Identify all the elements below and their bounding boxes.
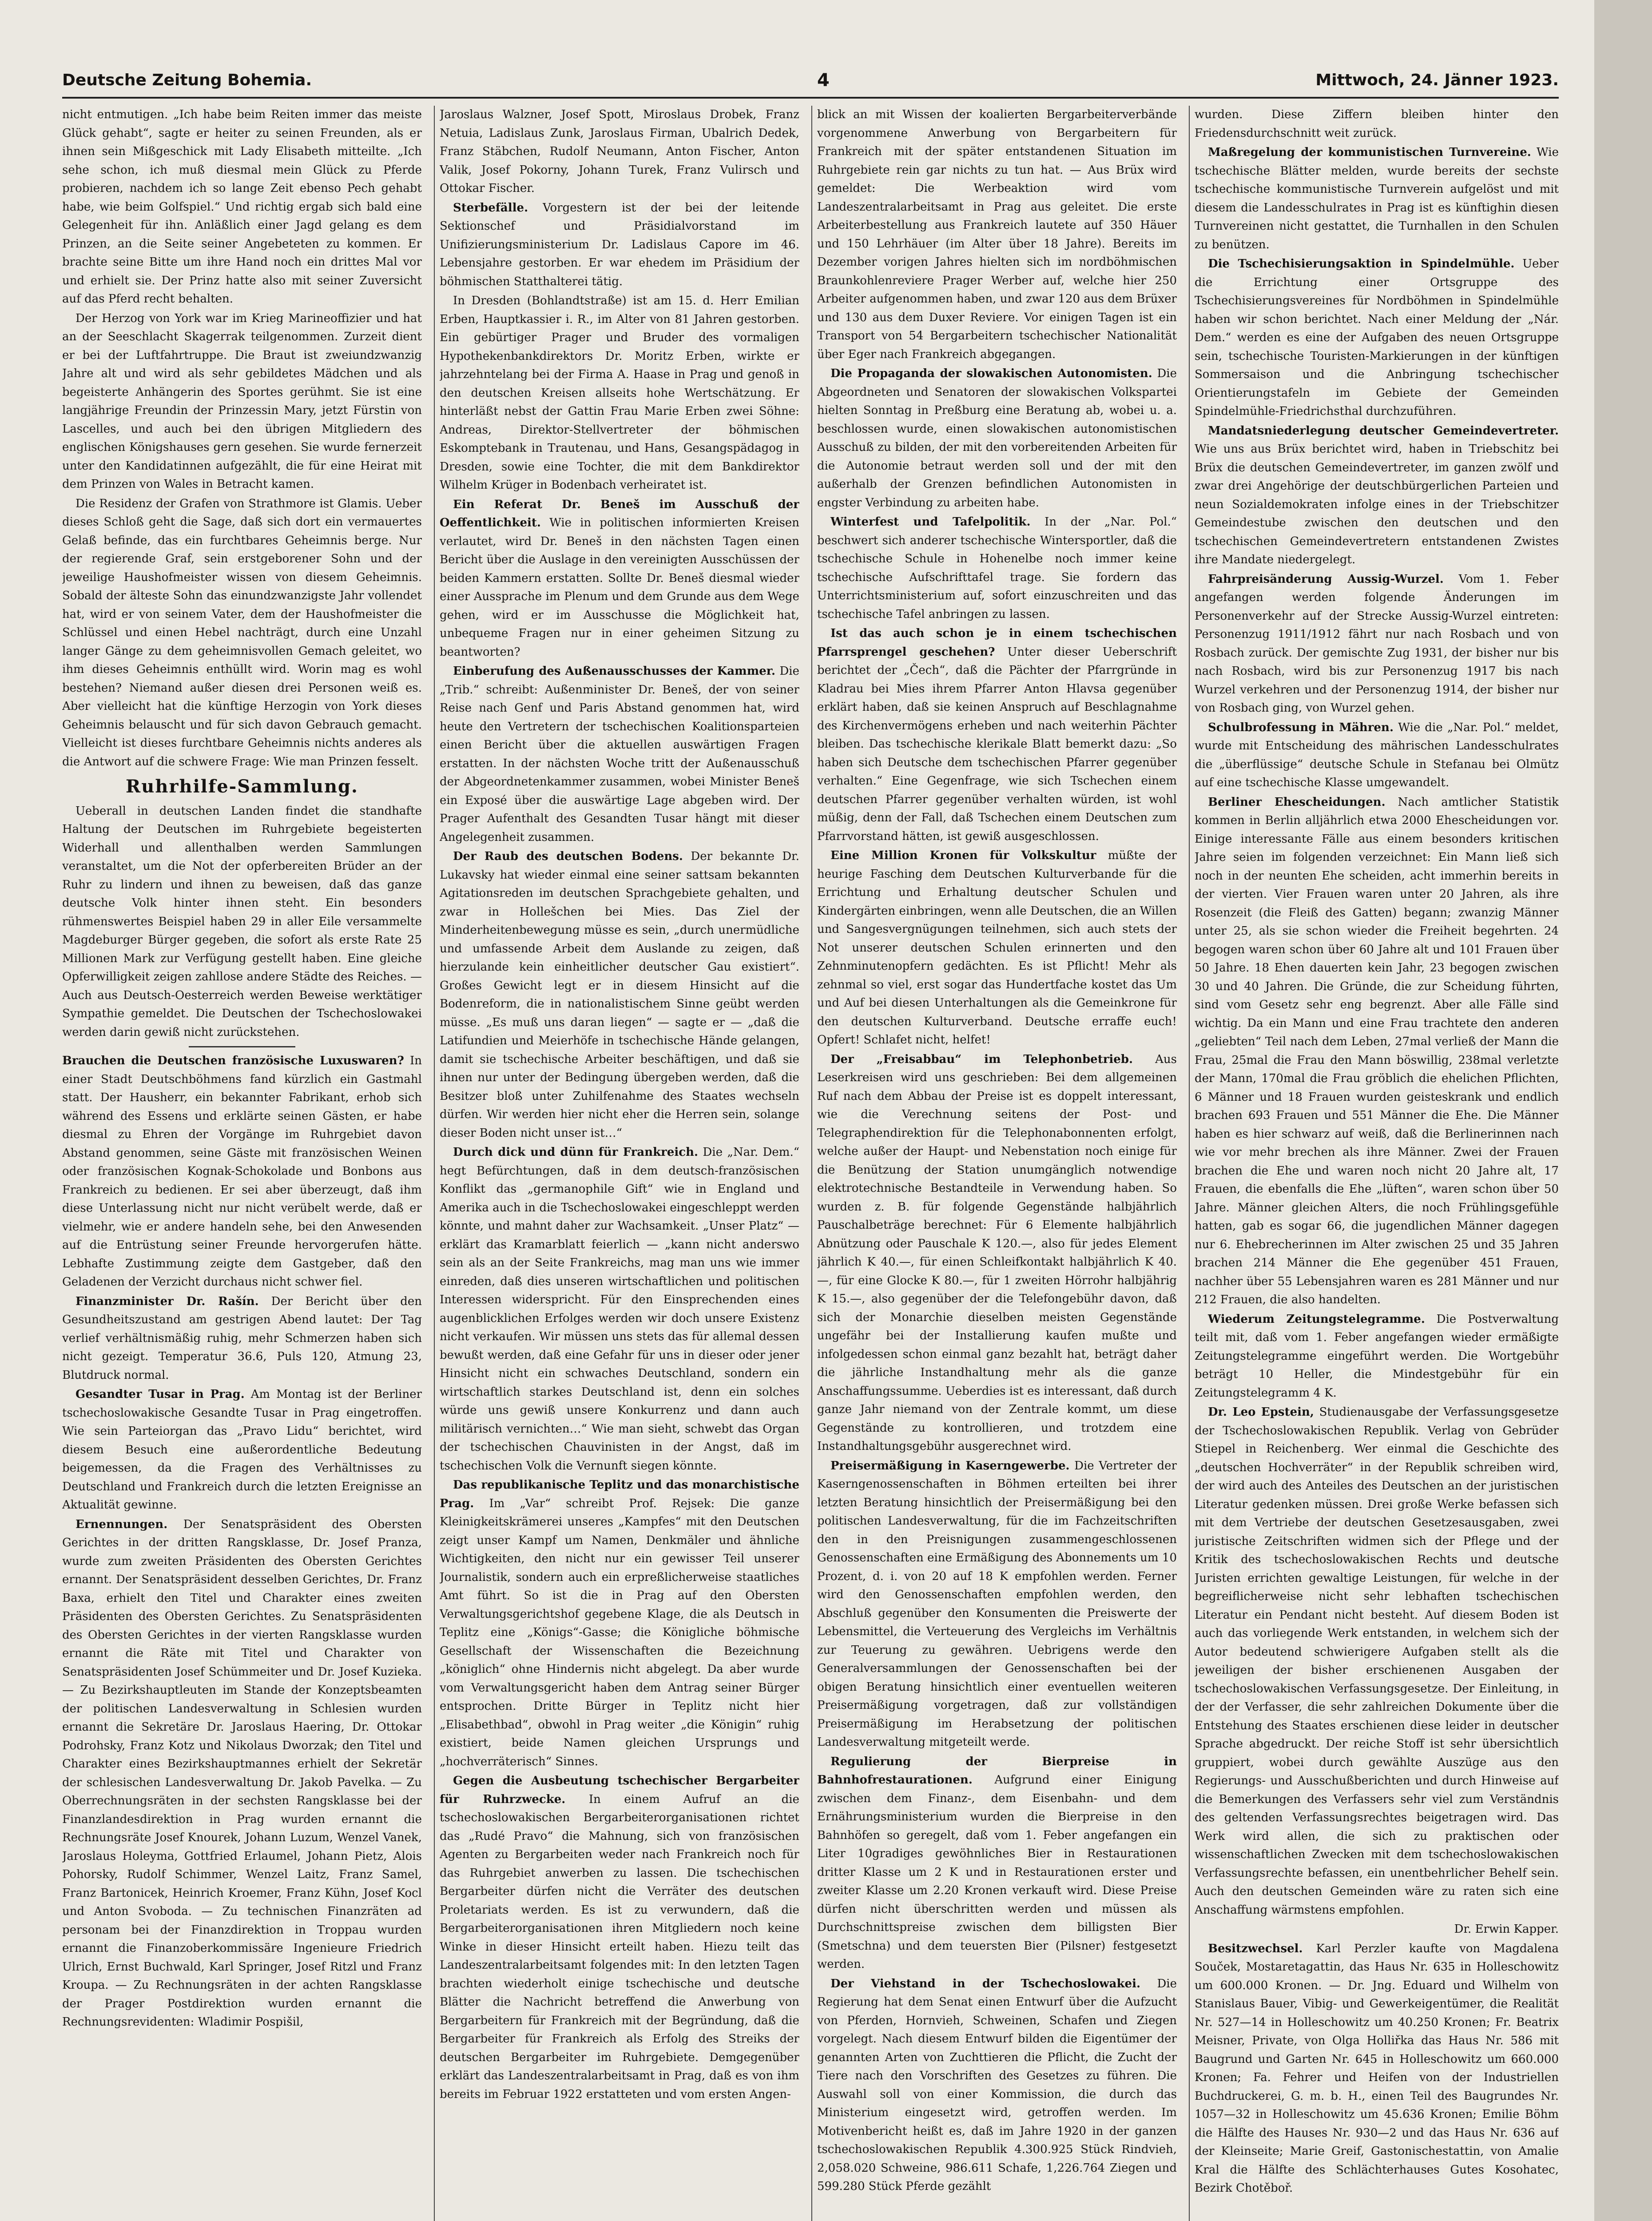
news-headline: Die Propaganda der slowakischen Autonomisten. [830,367,1152,380]
news-headline: Einberufung des Außenausschusses der Kammer. [453,665,776,678]
news-item [1195,422,1559,569]
news-body: Studienausgabe der Verfassungsgesetze der Tschechoslowakischen Republik. Verlag von Gebrüder Stiepel in Reichenberg. Wer einmal die Geschichte des „deutschen Hochverräter“ in der Republik schreiben wird, der wird auch des Anteiles des Deutschen an der juristischen Literatur gedenken müssen. Drei große Werke befassen sich mit dem Vertriebe der deutschen Gesetzesausgaben, zwei juristische Zeitschriften widmen sich der Pflege und der Kritik des tschechoslowakischen Rechts und deutsche Juristen errichten gewaltige Leistungen, für welche in der begreiflicherweise nicht sehr lebhaften tschechischen Literatur ein Pendant nicht besteht. Auf diesem Boden ist auch das vorliegende Werk entstanden, in welchem sich der Autor bedeutend schwierigere Aufgaben stellt als die jeweiligen der bisher erschienenen Ausgaben der tschechoslowakischen Verfassungsgesetze. Der Einleitung, in der der Verfasser, die sehr zahlreichen Dokumente über die Entstehung des Staates erschienen diese leider in deutscher Sprache abgedruckt. Der reiche Stoff ist sehr übersichtlich gruppiert, wobei durch gewählte Auszüge aus den Regierungs- und Ausschußberichten und durch Hinweise auf die Bemerkungen des Verfassers sehr viel zum Verständnis des geltenden Verfassungsrechtes beigetragen wird. Das Werk wird allen, die sich zu praktischen oder wissenschaftlichen Zwecken mit dem tschechoslowakischen Verfassungsrechte befassen, ein unentbehrlicher Behelf sein. Auch den deutschen Gemeinden wäre zu raten sich eine Anschaffung wärmstens empfohlen. [1195,1405,1559,1917]
news-headline: Gesandter Tusar in Prag. [75,1388,245,1401]
separator [189,1046,295,1047]
news-body: In einer Stadt Deutschböhmens fand kürzlich ein Gastmahl statt. Der Hausherr, ein bekannter Fabrikant, erhob sich während des Essens und erklärte seinen Gästen, er habe diesmal zu Ehren der Vorgänge im Ruhrgebiet davon Abstand genommen, seine Gäste mit französischen Weinen oder französischen Kognak-Schokolade und Bonbons aus Frankreich zu bedienen. Er sei aber überzeugt, daß ihm diese Unterlassung nicht nur nicht verübelt werde, daß er vielmehr, wie er andere handeln sehe, bei den Anwesenden auf die Entrüstung seiner Freunde hervorgerufen hätte. Lebhafte Zustimmung zeigte dem Gastgeber, daß den Geladenen der Verzicht durchaus nicht schwer fiel. [62,1054,422,1289]
page-header [62,67,1559,98]
news-headline: Wiederum Zeitungstelegramme. [1208,1312,1425,1326]
news-item [62,1293,422,1385]
news-item [1195,570,1559,718]
news-headline: Durch dick und dünn für Frankreich. [453,1146,699,1159]
news-headline: Die Tschechisierungsaktion in Spindelmühle. [1208,257,1515,271]
article-paragraph: Die Residenz der Grafen von Strathmore ist Glamis. Ueber dieses Schloß geht die Sage, daß sich dort ein vermauertes Gelaß befinde, das ein furchtbares Geheimnis berge. Nur der regierende Graf, sein erstgeborener Sohn und der jeweilige Haushofmeister wissen von diesem Geheimnis. Sobald der älteste Sohn das einundzwanzigste Jahr vollendet hat, wird er von seinem Vater, dem der Haushofmeister die Schlüssel und einen Hebel nachträgt, durch eine Unzahl langer Gänge zu dem geheimnisvollen Gemach geleitet, wo ihm dieses Geheimnis enthüllt wird. Worin mag es wohl bestehen? Niemand außer diesen drei Personen weiß es. Aber vielleicht hat die künftige Herzogin von York dieses Geheimnis belauscht und für sich davon Gebrauch gemacht. Vielleicht ist dieses furchtbare Geheimnis nichts anderes als die Antwort auf die schwere Frage: Wie man Prinzen fesselt. [62,497,422,768]
news-headline: Das republikanische Teplitz und das monarchistische Prag. [440,1478,799,1510]
column-divider-2 [811,106,812,2221]
column-1 [62,106,422,2221]
news-headline: Besitzwechsel. [1208,1942,1303,1955]
column-4 [1195,106,1559,2221]
news-item [817,513,1177,624]
news-body: Wie uns aus Brüx berichtet wird, haben in Triebschitz bei Brüx die deutschen Gemeindevertreter, im ganzen zwölf und zwar drei Angehörige der deutschbürgerlichen Parteien und neun Sozialdemokraten infolge eines in der Triebschitzer Gemeindestube zwischen den deutschen und den tschechischen Gemeindevertretern entstandenen Zwistes ihre Mandate niedergelegt. [1195,442,1559,566]
column-2 [440,106,799,2221]
news-body: In der „Nar. Pol.“ beschwert sich anderer tschechische Wintersportler, daß die tschechische Schule in Hohenelbe noch immer keine tschechische Aufschrifttafel trage. Sie fordern das Unterrichtsministerium auf, sofort einzuschreiten und das tschechische Tafel anbringen zu lassen. [817,515,1177,621]
news-item [440,1476,799,1771]
news-headline: Fahrpreisänderung Aussig-Wurzel. [1208,572,1444,586]
news-item [817,625,1177,846]
news-item [440,1772,799,2104]
news-body: Die Abgeordneten und Senatoren der slowakischen Volkspartei hielten Sonntag in Preßburg eine Beratung ab, wobei u. a. beschlossen wurde, einen slowakischen autonomistischen Ausschuß zu bilden, der mit den vorbereitenden Arbeiten für die Autonomie betraut werden soll und der mit den außerhalb der Grenzen befindlichen Autonomisten in engster Verbindung zu arbeiten habe. [817,367,1177,509]
article-paragraph: Ueberall in deutschen Landen findet die standhafte Haltung der Deutschen im Ruhrgebiete begeisterten Widerhall und allenthalben werden Sammlungen veranstaltet, um die Not der opferbereiten Brüder an der Ruhr zu lindern und ihnen zu beweisen, daß das ganze deutsche Volk hinter ihnen steht. Ein besonders rühmenswertes Beispiel haben 29 in aller Eile versammelte Magdeburger Bürger gegeben, die sofort als erste Rate 25 Millionen Mark zur Verfügung gestellt haben. Eine gleiche Opferwilligkeit zeigen zahllose andere Städte des Reiches. — Auch aus Deutsch-Oesterreich werden Beweise werktätiger Sympathie gemeldet. Die Deutschen der Tschechoslowakei werden darin gewiß nicht zurückstehen. [62,804,422,1039]
news-body: Unter dieser Ueberschrift berichtet der „Čech“, daß die Pächter der Pfarrgründe in Kladrau bei Mies ihrem Pfarrer Anton Hlavsa gegenüber erklärt haben, daß sie keinen Anspruch auf Beschlagnahme des Kirchenvermögens erheben und nach weiterhin Pächter bleiben. Das tschechische klerikale Blatt bemerkt dazu: „So haben sich Deutsche dem tschechischen Pfarrer gegenüber verhalten.“ Eine Gegenfrage, wie sich Tschechen einem deutschen Pfarrer gegenüber verhalten würden, ist wohl müßig, denn der Fall, daß Tschechen einem Deutschen zum Pfarrvorstand hätten, ist gewiß ausgeschlossen. [817,645,1177,843]
news-body: Aus Leserkreisen wird uns geschrieben: Bei dem allgemeinen Ruf nach dem Abbau der Preise ist es doppelt interessant, wie die Verechnung seitens der Post- und Telegraphendirektion für die Telephonabonnenten erfolgt, welche außer der Haupt- und Nebenstation noch einige für die Benützung der Station unumgänglich notwendige elektrotechnische Bestandteile in Verwendung haben. So wurden z. B. für folgende Gegenstände halbjährlich Pauschalbeträge berechnet: Für 6 Elemente halbjährlich Abnützung oder Pauschale K 120.—, also für jedes Element jährlich K 40.—, für einen Schleifkontakt halbjährlich K 40.—, für eine Glocke K 80.—, für 1 zweiten Hörrohr halbjährig K 15.—, also gegenüber der die Telefongebühr davon, daß sich der Monarchie dieselben meisten Gegenstände ungefähr bei der Installierung kaufen mußte und infolgedessen schon einmal ganz bezahlt hat, beträgt daher die jährliche Instandhaltung mehr als die ganze Anschaffungssumme. Ueberdies ist es interessant, daß durch ganze Jahr niemand von der Zentrale kommt, um diese Gegenstände zu kontrollieren, und trotzdem eine Instandhaltungsgebühr ausgerechnet wird. [817,1052,1177,1453]
news-body: Die Regierung hat dem Senat einen Entwurf über die Aufzucht von Pferden, Hornvieh, Schweinen, Schafen und Ziegen vorgelegt. Nach diesem Entwurf bilden die Eigentümer der genannten Arten von Zuchttieren die Pflicht, die Zucht der Tiere nach den Vorschriften des Gesetzes zu führen. Die Auswahl soll von einer Kommission, die durch das Ministerium eingesetzt wird, getroffen werden. Im Motivenbericht heißt es, daß im Jahre 1920 in der ganzen tschechoslowakischen Republik 4.300.925 Stück Rindvieh, 2,058.020 Schweine, 986.611 Schafe, 1,226.764 Ziegen und 599.280 Stück Pferde gezählt [817,1977,1177,2193]
news-body: Wie in politischen informierten Kreisen verlautet, wird Dr. Beneš in den nächsten Tagen einen Bericht über die Auslage in den vereinigten Ausschüssen der beiden Kammern erstatten. Sollte Dr. Beneš diesmal wieder einer Aussprache im Plenum und dem Grunde aus dem Wege gehen, wird er im Ausschusse die Möglichkeit hat, unbequeme Fragen nur in einer geheimen Sitzung zu beantworten? [440,516,799,659]
news-body: Vom 1. Feber angefangen werden folgende Änderungen im Personenverkehr auf der Strecke Aussig-Wurzel eintreten: Personenzug 1911/1912 fährt nur nach Rosbach und von Rosbach zurück. Der gemischte Zug 1931, der bisher nur bis nach Rosbach, wird bis zur Personenzug 1917 bis nach Wurzel verkehren und der Personenzug 1914, der bisher nur von Rosbach ging, von Wurzel gehen. [1195,572,1559,715]
news-headline: Finanzminister Dr. Rašín. [75,1294,259,1308]
news-item [1195,793,1559,1310]
column-3 [817,106,1177,2221]
column-divider-1 [434,106,435,2221]
news-item [817,847,1177,1050]
article-paragraph: Der Herzog von York war im Krieg Marineoffizier und hat an der Seeschlacht Skagerrak teilgenommen. Zurzeit dient er bei der Luftfahrtruppe. Die Braut ist zweiundzwanzig Jahre alt und wird als sehr gebildetes Mädchen und als begeisterte Anhängerin des Sportes gerühmt. Sie ist eine langjährige Freundin der Prinzessin Mary, jetzt Fürstin von Lascelles, und auch bei den übrigen Mitgliedern des englischen Königshauses gern gesehen. Sie wurde fernerzeit unter den Kandidatinnen aufgezählt, die für eine Heirat mit dem Prinzen von Wales in Betracht kamen. [62,311,422,491]
news-headline: Sterbefälle. [453,201,528,215]
news-item [440,199,799,291]
news-item [62,1516,422,2032]
news-item [440,496,799,662]
news-body: Die „Trib.“ schreibt: Außenminister Dr. Beneš, der von seiner Reise nach Genf und Paris Abstand genommen hat, wird heute den Vertretern der tschechischen Koalitionsparteien einen Bericht über die aktuellen auswärtigen Fragen erstatten. In der nächsten Woche tritt der Außenausschuß der Abgeordnetenkammer zusammen, wobei Minister Beneš ein Exposé über die auswärtige Lage abgeben wird. Der Prager Aufenthalt des Gesandten Tusar hängt mit dieser Angelegenheit zusammen. [440,665,799,844]
news-body: müßte der heurige Fasching dem Deutschen Kulturverbande für die Errichtung und Erhaltung deutscher Schulen und Kindergärten einbringen, wenn alle Deutschen, die an Willen und Sangesvergnügungen teilnehmen, sich auch stets der Not unserer deutschen Schulen erinnerten und den Zehnminutenopfern gedächten. Es ist Pflicht! Mehr als zehnmal so viel, erst sogar das Hundertfache kostet das Um und Auf bei diesen Unterhaltungen als die Gemeinkrone für den deutschen Kulturverband. Deutsche erraffe euch! Opfert! Schlafet nicht, helfet! [817,849,1177,1047]
news-headline: Gegen die Ausbeutung tschechischer Bergarbeiter für Ruhrzwecke. [440,1774,799,1806]
news-headline: Schulbrofessung in Mähren. [1208,720,1394,734]
header-rule [62,97,1559,99]
news-headline: Ein Referat Dr. Beneš im Ausschuß der Oeffentlichkeit. [440,498,799,529]
news-headline: Der Raub des deutschen Bodens. [453,850,683,863]
news-headline: Mandatsniederlegung deutscher Gemeindevertreter. [1208,424,1559,438]
news-item [440,1143,799,1475]
article-paragraph: wurden. Diese Ziffern bleiben hinter den Friedensdurchschnitt weit zurück. [1195,108,1559,140]
news-item [440,848,799,1142]
news-item [1195,1940,1559,2198]
news-headline: Preisermäßigung in Kaserngewerbe. [830,1459,1070,1473]
page-edge-shadow [1594,0,1652,2221]
news-body: Der Senatspräsident des Obersten Gerichtes in der dritten Rangsklasse, Dr. Josef Pranza, wurde zum zweiten Präsidenten des Obersten Gerichtes ernannt. Der Senatspräsident desselben Gerichtes, Dr. Franz Baxa, erhielt den Titel und Charakter eines zweiten Präsidenten des Obersten Gerichtes. Zu Senatspräsidenten des Obersten Gerichtes in der vierten Rangsklasse wurden ernannt die Räte mit Titel und Charakter von Senatspräsidenten Josef Schümmeiter und Dr. Josef Kuzieka. — Zu Bezirkshauptleuten im Stande der Konzeptsbeamten der politischen Landesverwaltung in Schlesien wurden ernannt die Sekretäre Dr. Jaroslaus Haering, Dr. Ottokar Podrohsky, Franz Kotz und Nikolaus Dworzak; den Titel und Charakter eines Bezirkshauptmannes erhielt der Sekretär der schlesischen Landesverwaltung Dr. Jakob Pavelka. — Zu Oberrechnungsräten in der sechsten Rangsklasse bei der Finanzlandesdirektion in Prag wurden ernannt die Rechnungsräte Josef Knourek, Johann Luzum, Wenzel Vanek, Jaroslaus Holeyma, Gottfried Erlaumel, Johann Pietz, Alois Pohorsky, Rudolf Schimmer, Wenzel Laitz, Franz Samel, Franz Bartonicek, Heinrich Kroemer, Franz Kühn, Josef Kocl und Anton Svoboda. — Zu technischen Finanzräten ad personam bei der Finanzdirektion in Troppau wurden ernannt die Finanzoberkommissäre Ingenieure Friedrich Ulrich, Ernst Buchwald, Karl Springer, Josef Ritzl und Franz Kroupa. — Zu Rechnungsräten in der achten Rangsklasse der Prager Postdirektion wurden ernannt die Rechnungsrevidenten: Wladimir Pospišil, [62,1517,422,2029]
news-body: Ueber die Errichtung einer Ortsgruppe des Tschechisierungsvereines für Nordböhmen in Spindelmühle haben wir schon berichtet. Nach einer Meldung der „Nár. Dem.“ werden es eine der Aufgaben des neuen Ortsgruppe sein, tschechische Touristen-Markierungen in der künftigen Sommersaison und die Anbringung tschechischer Orientierungstafeln im Gebiete der Gemeinden Spindelmühle-Friedrichsthal durchzuführen. [1195,257,1559,418]
header-page-number: 4 [817,70,830,91]
article-paragraph: nicht entmutigen. „Ich habe beim Reiten immer das meiste Glück gehabt“, sagte er heiter zu seinen Freunden, als er ihnen sein Mißgeschick mit Lady Elisabeth mitteilte. „Ich sehe schon, ich muß diesmal mein Glück zu Pferde probieren, nachdem ich so lange Zeit ebenso Pech gehabt habe, wie beim Golfspiel.“ Und richtig ergab sich bald eine Gelegenheit für ihn. Anläßlich einer Jagd gelang es dem Prinzen, an die Seite seiner Angebeteten zu kommen. Er brachte seine Bitte um ihre Hand noch ein drittes Mal vor und erhielt sie. Der Prinz hatte also mit seiner Zuversicht auf das Pferd recht behalten. [62,108,422,306]
article-paragraph: blick an mit Wissen der koalierten Bergarbeiterverbände vorgenommene Anwerbung von Bergarbeitern für Frankreich mit der später entstandenen Situation im Ruhrgebiete rein gar nichts zu tun hat. — Aus Brüx wird gemeldet: Die Werbeaktion wird vom Landeszentralarbeitsamt in Prag aus geleitet. Die erste Arbeiterbestellung aus Frankreich lautete auf 350 Häuer und 150 Lehrhäuer (im Alter über 18 Jahre). Bereits im Dezember vorigen Jahres hielten sich im nordböhmischen Braunkohlenreviere Prager Werber auf, welche hier 250 Arbeiter aufgenommen haben, und zwar 120 aus dem Brüxer und 130 aus dem Duxer Reviere. Vor einigen Tagen ist ein Transport von 54 Bergarbeitern tschechischer Nationalität über Eger nach Frankreich abgegangen. [817,108,1177,361]
news-body: Die „Nar. Dem.“ hegt Befürchtungen, daß in dem deutsch-französischen Konflikt das „germanophile Gift“ wie in England und Amerika auch in die Tschechoslowakei eingeschleppt werden könnte, und mahnt daher zur Wachsamkeit. „Unser Platz“ — erklärt das Kramarblatt feierlich — „kann nicht anderswo sein als an der Seite Frankreichs, mag man uns wie immer einreden, daß dies unseren wirtschaftlichen und politischen Interessen widerspricht. Für den Einsprechenden eines augenblicklichen Erfolges werden wir doch unsere Existenz nicht verkaufen. Wir müssen uns stets das für allemal dessen bewußt werden, daß eine Gefahr für uns in dieser oder jener Hinsicht nicht ein schwaches Deutschland, sondern ein wirtschaftlich starkes Deutschland ist, denn ein solches würde uns gewiß unsere Konkurrenz und dann auch militärisch vernichten…“ Wie man sieht, schwebt das Organ der tschechischen Chauvinisten in der Angst, daß im tschechischen Volk die Vernunft siegen könnte. [440,1146,799,1473]
news-body: Vorgestern ist der bei der leitende Sektionschef und Präsidialvorstand im Unifizierungsministerium Dr. Ladislaus Capore im 46. Lebensjahre gestorben. Er war ehedem im Präsidium der böhmischen Statthalterei tätig. [440,201,799,288]
news-item [1195,1403,1559,1919]
news-body: Karl Perzler kaufte von Magdalena Souček, Mostaretagattin, das Haus Nr. 635 in Holleschowitz um 600.000 Kronen. — Dr. Jng. Eduard und Wilhelm von Stanislaus Bauer, Vibig- und Gewerkeigentümer, die Realität Nr. 527—14 in Holleschowitz um 40.250 Kronen; Fr. Beatrix Meisner, Private, von Olga Holliřka das Haus Nr. 586 mit Baugrund und Garten Nr. 645 in Holleschowitz um 660.000 Kronen; Fa. Fehrer und Heifen von der Industriellen Buchdruckerei, G. m. b. H., einen Teil des Baugrundes Nr. 1057—32 in Holleschowitz um 45.636 Kronen; Emilie Böhm die Hälfte des Hauses Nr. 930—2 und das Haus Nr. 636 auf der Kleinseite; Marie Greif, Gastonischestattin, von Amalie Kral die Hälfte des Schlächterhauses Gutes Kosohatec, Bezirk Chotěboř. [1195,1942,1559,2195]
header-newspaper-title: Deutsche Zeitung Bohemia. [62,71,312,89]
news-headline: Der Viehstand in der Tschechoslowakei. [830,1977,1140,1990]
news-item [817,1457,1177,1752]
header-date: Mittwoch, 24. Jänner 1923. [1315,71,1559,89]
article-paragraph: In Dresden (Bohlandtstraße) ist am 15. d. Herr Emilian Erben, Hauptkassier i. R., im Alter von 81 Jahren gestorben. Ein gebürtiger Prager und Bruder des vormaligen Hypothekenbankdirektors Dr. Moritz Erben, wirkte er jahrzehntelang bei der Firma A. Haase in Prag und genoß in den deutschen Kreisen allseits hohe Wertschätzung. Er hinterläßt nebst der Gattin Frau Marie Erben zwei Söhne: Andreas, Direktor-Stellvertreter der böhmischen Eskomptebank in Trautenau, und Hans, Gesangspädagog in Dresden, sowie eine Tochter, die mit dem Bankdirektor Wilhelm Krüger in Bodenbach verheiratet ist. [440,294,799,492]
news-item [440,662,799,847]
news-item [1195,143,1559,254]
column-divider-3 [1189,106,1190,2221]
news-body: Im „Var“ schreibt Prof. Rejsek: Die ganze Kleinigkeitskrämerei unseres „Kampfes“ mit den Deutschen zeigt unser Kampf um Namen, Denkmäler und ähnliche Wichtigkeiten, den nicht nur ein gewisser Teil unserer Journalistik, sondern auch ein erpreßlicherweise staatliches Amt führt. So ist die in Prag auf den Obersten Verwaltungsgerichtshof gegebene Klage, die als Deutsch in Teplitz eine „Königs“-Gasse; die Königliche böhmische Gesellschaft der Wissenschaften die Bezeichnung „königlich“ ohne Hindernis nicht abgelegt. Da aber wurde vom Verwaltungsgericht haben dem Antrag seiner Bürger entsprochen. Dritte Bürger in Teplitz nicht hier „Elisabethbad“, obwohl in Prag weiter „die Königin“ ruhig existiert, beide Namen gleichen Ursprungs und „hochverräterisch“ Sinnes. [440,1497,799,1768]
news-headline: Regulierung der Bierpreise in Bahnhofrestaurationen. [817,1755,1177,1787]
news-body: Wie die „Nar. Pol.“ meldet, wurde mit Entscheidung des mährischen Landesschulrates die „überflüssige“ deutsche Schule in Stefanau bei Olmütz auf eine tschechische Klasse umgewandelt. [1195,720,1559,789]
news-headline: Der „Freisabbau“ im Telephonbetrieb. [830,1052,1133,1066]
news-item [817,1975,1177,2196]
news-headline: Berliner Ehescheidungen. [1208,795,1386,809]
article-paragraph: Jaroslaus Walzner, Josef Spott, Miroslaus Drobek, Franz Netuia, Ladislaus Zunk, Jaroslaus Firman, Ubalrich Dedek, Franz Stäbchen, Rudolf Neumann, Anton Fischer, Anton Valik, Josef Pokorny, Johann Turek, Franz Vulirsch und Ottokar Fischer. [440,108,799,195]
news-item [1195,255,1559,421]
section-heading-ruhrhilfe: Ruhrhilfe-Sammlung. [126,776,358,797]
news-item [1195,719,1559,792]
news-body: Wie tschechische Blätter melden, wurde bereits der sechste tschechische kommunistische Turnverein aufgelöst und mit diesem die Landesschulrates in Prag ist es künftighin diesen Turnvereinen nicht gestattet, die Turnhallen in den Schulen zu benützen. [1195,146,1559,251]
news-body: Die Vertreter der Kaserngenossenschaften in Böhmen erteilten bei ihrer letzten Beratung hinsichtlich der Preisermäßigung bei den politischen Landesverwaltung, für die im Fachzeitschriften den in den Preisnigungen zusammengeschlossenen Genossenschaften eine Ermäßigung des Abonnements um 10 Prozent, d. i. von 20 auf 18 K empfohlen werden. Ferner wird den Genossenschaften empfohlen werden, den Abschluß gegenüber den Konsumenten die Preiswerte der Lebensmittel, die Verteuerung des Vergleichs im Verhältnis zur Teuerung zu gewähren. Uebrigens werde den Generalversammlungen der Genossenschaften bei der obigen Beratung hinsichtlich einer eventuellen weiteren Preisermäßigung vorgetragen, daß zur vollständigen Preisermäßigung im Herabsetzung der politischen Landesverwaltung mitgeteilt werde. [817,1459,1177,1749]
news-body: In einem Aufruf an die tschechoslowakischen Bergarbeiterorganisationen richtet das „Rudé Pravo“ die Mahnung, sich von französischen Agenten zu Bergarbeiten weder nach Frankreich noch für das Ruhrgebiet anwerben zu lassen. Die tschechischen Bergarbeiter dürfen nicht die Verräter des deutschen Proletariats werden. Es ist zu verwundern, daß die Bergarbeiterorganisationen ihren Mitgliedern noch keine Winke in dieser Hinsicht erteilt haben. Hiezu teilt das Landeszentralarbeitsamt folgendes mit: In den letzten Tagen brachten wiederholt einige tschechische und deutsche Blätter die Nachricht betreffend die Anwerbung von Bergarbeitern für Frankreich mit der Begründung, daß die Bergarbeiter für Frankreich als Erfolg des Streiks der deutschen Bergarbeiter im Ruhrgebiete. Demgegenüber erklärt das Landeszentralarbeitsamt in Prag, daß es von ihm bereits im Februar 1922 erstatteten und vom ersten Angen- [440,1792,799,2101]
news-body: Aufgrund einer Einigung zwischen dem Finanz-, dem Eisenbahn- und dem Ernährungsministerium wurden die Bierpreise in den Bahnhöfen so geregelt, daß vom 1. Feber angefangen ein Liter 10gradiges gewöhnliches Bier in Restaurationen dritter Klasse um 2 K und in Restaurationen erster und zweiter Klasse um 2.20 Kronen verkauft wird. Diese Preise dürfen nicht überschritten werden und müssen als Durchschnittspreise zwischen dem billigsten Bier (Smetschna) und dem teuersten Bier (Pilsner) festgesetzt werden. [817,1773,1177,1971]
news-item [817,1753,1177,1974]
news-body: Die Postverwaltung teilt mit, daß vom 1. Feber angefangen wieder ermäßigte Zeitungstelegramme eingeführt werden. Die Wortgebühr beträgt 10 Heller, die Mindestgebühr für ein Zeitungstelegramm 4 K. [1195,1312,1559,1400]
news-headline: Winterfest und Tafelpolitik. [830,515,1031,529]
news-headline: Brauchen die Deutschen französische Luxuswaren? [62,1054,404,1067]
news-headline: Ist das auch schon je in einem tschechischen Pfarrsprengel geschehen? [817,627,1177,659]
news-item [817,1051,1177,1456]
news-item [1195,1310,1559,1403]
news-headline: Eine Million Kronen für Volkskultur [830,849,1096,862]
news-headline: Maßregelung der kommunistischen Turnvereine. [1208,146,1531,159]
news-body: Nach amtlicher Statistik kommen in Berlin alljährlich etwa 2000 Ehescheidungen vor. Einige interessante Fälle aus einem besonders kritischen Jahre seien im folgenden verzeichnet: Ein Mann ließ sich noch in der neunten Ehe scheiden, acht immerhin bereits in der vierten. Vier Frauen waren unter 20 Jahren, als ihre Rosenzeit (die Fleiß des Gatten) begann; zwanzig Männer unter 25, als sie schon wieder die Freiheit begehrten. 24 begogen waren schon über 60 Jahre alt und 101 Frauen über 50 Jahre. 18 Ehen dauerten kein Jahr, 23 begogen zwischen 30 und 40 Jahren. Die Gründe, die zur Scheidung führten, sind vom Gesetz sehr eng begrenzt. Aber alle Fälle sind wichtig. Da ein Mann und eine Frau trachtete den anderen „geliebten“ Teil nach dem Leben, 27mal verließ der Mann die Frau, 25mal die Frau den Mann böswillig, 238mal verletzte der Mann, 170mal die Frau gröblich die ehelichen Pflichten, 6 Männer und 18 Frauen wurden geisteskrank und endlich brachen 693 Frauen und 551 Männer die Ehe. Die Männer haben es hier schwarz auf weiß, daß die Berlinerinnen nach wie vor mehr brechen als ihre Männer. Zwei der Frauen brachen die Ehe und waren noch nicht 20 Jahre alt, 17 Frauen, die ebenfalls die Ehe „lüften“, waren schon über 50 Jahre. Männer gleichen Alters, die noch Frühlingsgefühle hatten, gab es sogar 66, die jugendlichen Männer dagegen nur 6. Ehebrecherinnen im Alter zwischen 25 und 35 Jahren brachen 214 Männer die Ehe gegenüber 451 Frauen, nachher über 55 Lebensjahren waren es 281 Männer und nur 212 Frauen, die also handelten. [1195,795,1559,1306]
news-body: Am Montag ist der Berliner tschechoslowakische Gesandte Tusar in Prag eingetroffen. Wie sein Parteiorgan das „Pravo Lidu“ berichtet, wird diesem Besuch eine außerordentliche Bedeutung beigemessen, da die Fragen des Verhältnisses zu Deutschland und Frankreich durch die letzten Ereignisse an Aktualität gewinne. [62,1388,422,1512]
news-item [62,1052,422,1292]
news-body: Der bekannte Dr. Lukavsky hat wieder einmal eine seiner sattsam bekannten Agitationsreden im deutschen Sprachgebiete gehalten, und zwar in Hollešchen bei Mies. Das Ziel der Minderheitenbewegung müsse es sein, „durch unermüdliche und umfassende Arbeit dem Auslande zu zeigen, daß hierzulande kein einheitlicher deutscher Gau existiert“. Großes Gewicht legt er in diesem Hinsicht auf die Bodenreform, die in nationalistischem Sinne geübt werden müsse. „Es muß uns daran liegen“ — sagte er — „daß die Latifundien und Meierhöfe in tschechische Hände gelangen, damit sie tschechische Arbeiter beschäftigen, und daß sie ihnen nur unter der Bedingung übergeben werden, daß die Besitzer bloß unter Zuhilfenahme des Staates wechseln dürfen. Wir werden hier nicht eher die Herren sein, solange dieser Boden nicht unser ist…“ [440,850,799,1140]
news-body: Der Bericht über den Gesundheitszustand am gestrigen Abend lautet: Der Tag verlief verhältnismäßig ruhig, mehr Schmerzen haben sich nicht gezeigt. Temperatur 36.6, Puls 120, Atmung 23, Blutdruck normal. [62,1294,422,1382]
news-headline: Dr. Leo Epstein, [1208,1405,1314,1419]
news-headline: Ernennungen. [75,1517,168,1531]
article-signature: Dr. Erwin Kapper. [1454,1922,1559,1936]
news-item [62,1385,422,1515]
news-item [817,365,1177,512]
